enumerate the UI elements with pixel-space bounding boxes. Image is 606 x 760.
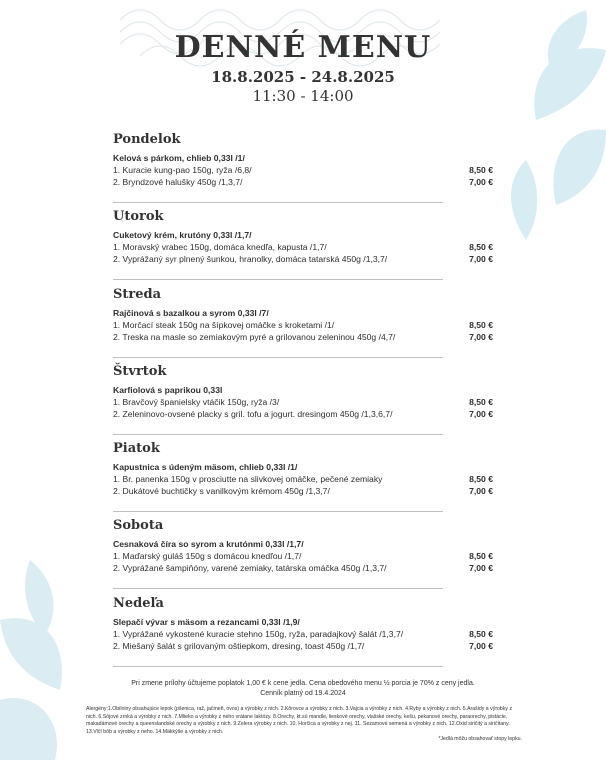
dish-text: 2. Zeleninovo-ovsené placky s gril. tofu a jogurt. dresingom 450g /1,3,6,7/: [113, 408, 393, 419]
day-section-sobota: [113, 518, 493, 595]
main-dish-row: [113, 319, 493, 331]
dish-text: 2. Vyprážané šampiňóny, varené zemiaky, tatárska omáčka 450g /1,3,7/: [113, 563, 387, 574]
dish-price: 8,50 €: [469, 242, 493, 253]
page-title: DENNÉ MENU: [174, 30, 432, 65]
day-section-piatok: [113, 441, 493, 518]
day-name: Nedeľa: [113, 595, 164, 611]
gluten-trace-note: *Jedlá môžu obsahovať stopy lepku.: [438, 736, 522, 743]
dish-price: 7,00 €: [469, 408, 493, 419]
dish-price: 7,00 €: [469, 177, 493, 187]
main-dish-row: [113, 640, 493, 652]
day-section-nedela: [113, 596, 493, 673]
main-dish-row: [113, 253, 493, 265]
section-divider: [113, 588, 443, 589]
main-dish-row: [113, 408, 493, 420]
section-divider: [113, 434, 443, 435]
dish-text: 1. Bravčový španielsky vtáčik 150g, ryža /3/: [113, 396, 280, 407]
allergen-legend: [86, 706, 522, 744]
soup-item: Kelová s párkom, chlieb 0,33l /1/: [113, 153, 245, 163]
main-dish-row: [113, 331, 493, 343]
dish-price: 8,50 €: [469, 628, 493, 639]
dish-price: 8,50 €: [469, 551, 493, 562]
section-divider: [113, 357, 443, 358]
soup-item: Kapustnica s údeným mäsom, chlieb 0,33l /1/: [113, 462, 298, 473]
dish-price: 8,50 €: [469, 165, 493, 175]
section-divider: [113, 279, 443, 280]
dish-text: 1. Morčací steak 150g na šípkovej omáčke s kroketami /1/: [113, 319, 335, 330]
day-section-stvrtok: [113, 364, 493, 441]
main-dish-row: [113, 562, 493, 574]
main-dish-row: [113, 550, 493, 562]
dish-text: 1. Kuracie kung-pao 150g, ryža /6,8/: [113, 165, 252, 175]
day-name: Pondelok: [113, 132, 181, 147]
dish-text: 2. Bryndzové halušky 450g /1,3,7/: [113, 177, 243, 187]
day-name: Streda: [113, 286, 162, 302]
day-section-pondelok: [113, 132, 493, 209]
soup-item: Cesnaková číra so syrom a krutónmi 0,33l /1,7/: [113, 539, 304, 550]
serving-hours: 11:30 - 14:00: [252, 87, 354, 105]
dish-price: 8,50 €: [469, 396, 493, 407]
dish-price: 8,50 €: [469, 474, 493, 485]
dish-text: 2. Treska na masle so zemiakovým pyré a grilovanou zeleninou 450g /4,7/: [113, 331, 396, 342]
day-section-utorok: [113, 209, 493, 286]
day-name: Sobota: [113, 518, 164, 534]
day-section-streda: [113, 287, 493, 364]
section-divider: [113, 202, 443, 203]
allergen-list: Alergény:1.Obilniny obsahujúce lepok (pšenica, raž, jačmeň, ovos) a výrobky z nich. 2.Kôrovce a výrobky z nich. 3.Vajcia a výrobky z nich. 4.Ryby a výrobky z nich. 5.Arašidy a výrobky z nich. 6.Sójové zrnká a výrobky z nich. 7.Mlieko a výrobky z neho vrátane laktózy. 8.Orechy, kt.sú mandle, lieskové orechy, vlašské orechy, kešu, pekanové orechy, paraorechy, pistácie, makadámové orechy a queenslandské orechy a výrobky z nich. 9.Zelera výrobky z nich. 10. Horčica a výrobky z nej. 11. Sezamové semená a výrobky z nich. 12.Oxid siričitý a siričitany. 13.Vlčí bôb a výrobky z neho. 14.Mäkkýše a výrobky z nich.: [86, 706, 513, 735]
day-name: Utorok: [113, 209, 164, 225]
section-divider: [113, 666, 443, 667]
dish-text: 1. Moravský vrabec 150g, domáca knedľa, kapusta /1,7/: [113, 242, 327, 253]
soup-item: Rajčinová s bazalkou a syrom 0,33l /7/: [113, 307, 269, 318]
dish-text: 2. Dukátové buchtičky s vanilkovým krémom 450g /1,3,7/: [113, 486, 330, 497]
dish-price: 7,00 €: [469, 331, 493, 342]
section-divider: [113, 511, 443, 512]
menu-header: [0, 30, 606, 106]
dish-text: 1. Br. panenka 150g v prosciutte na slivkovej omáčke, pečené zemiaky: [113, 474, 383, 485]
main-dish-row: [113, 396, 493, 408]
main-dish-row: [113, 485, 493, 497]
dish-price: 7,00 €: [469, 254, 493, 265]
date-range: 18.8.2025 - 24.8.2025: [211, 68, 395, 86]
soup-item: Slepačí vývar s mäsom a rezancami 0,33l /1,9/: [113, 616, 300, 627]
day-name: Štvrtok: [113, 363, 167, 379]
dish-price: 7,00 €: [469, 486, 493, 497]
main-dish-row: [113, 164, 493, 176]
side-dish-notice: Pri zmene prílohy účtujeme poplatok 1,00 € k cene jedla. Cena obedového menu ½ porcia je 70% z ceny jedla.: [131, 680, 475, 687]
main-dish-row: [113, 241, 493, 253]
main-dish-row: [113, 628, 493, 640]
price-list-validity: Cenník platný od 19.4.2024: [260, 689, 346, 697]
dish-text: 2. Vyprážaný syr plnený šunkou, hranolky, domáca tatarská 450g /1,3,7/: [113, 254, 388, 265]
weekly-menu: [113, 132, 493, 673]
dish-price: 7,00 €: [469, 563, 493, 574]
main-dish-row: [113, 473, 493, 485]
dish-text: 2. Miešaný šalát s grilovaným oštiepkom, dresing, toast 450g /1,7/: [113, 640, 365, 651]
dish-text: 1. Maďarský guláš 150g s domácou knedľou /1,7/: [113, 551, 302, 562]
main-dish-row: [113, 176, 493, 188]
soup-item: Karfiolová s paprikou 0,33l: [113, 384, 223, 395]
dish-price: 8,50 €: [469, 319, 493, 330]
dish-price: 7,00 €: [469, 640, 493, 651]
price-notice: [60, 679, 546, 698]
dish-text: 1. Vyprážané vykostené kuracie stehno 150g, ryža, paradajkový šalát /1,3,7/: [113, 628, 404, 639]
soup-item: Cuketový krém, krutóny 0,33l /1,7/: [113, 230, 252, 241]
day-name: Piatok: [113, 441, 160, 457]
